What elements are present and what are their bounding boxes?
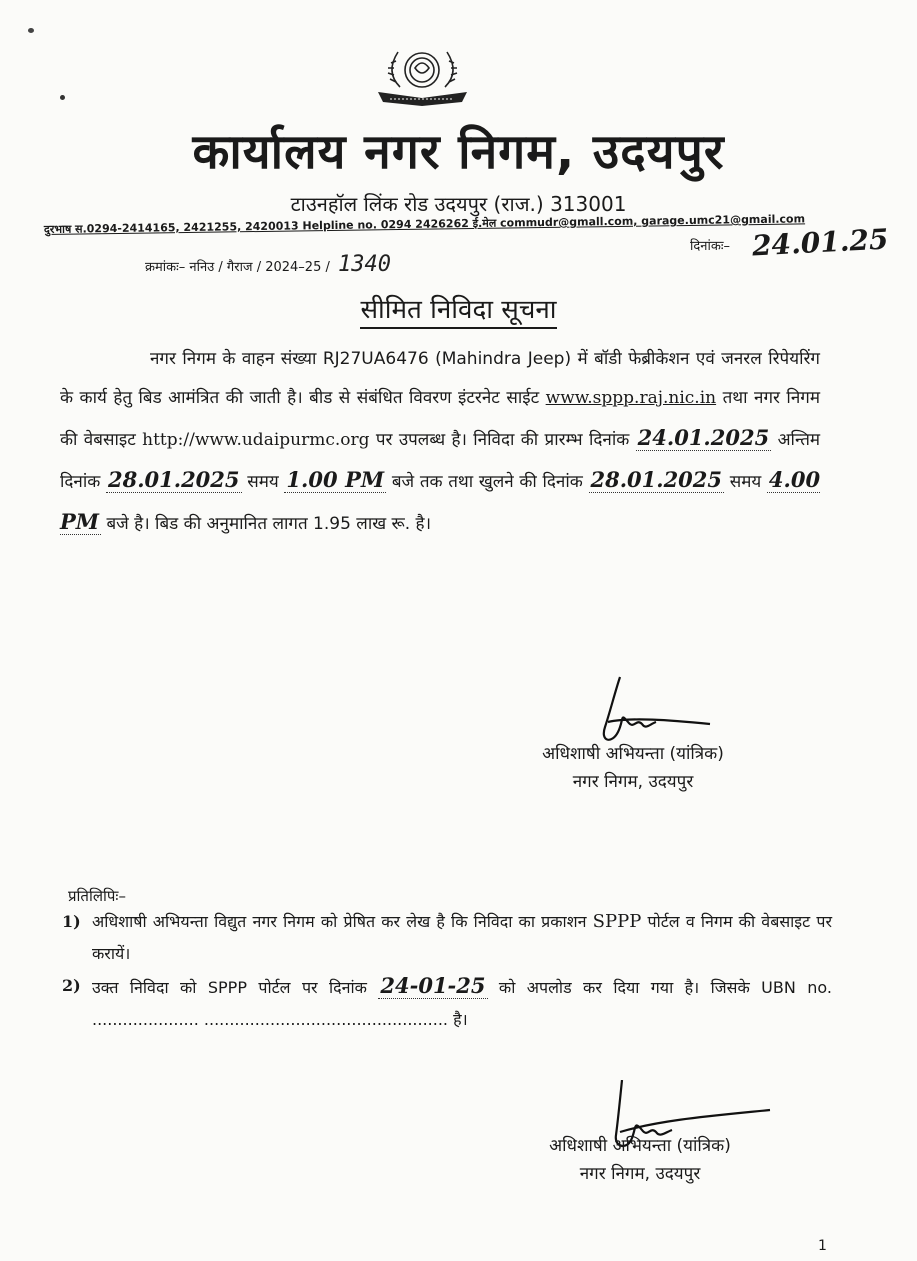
date-label: दिनांकः– [690, 239, 730, 254]
list-item-text: को अपलोड कर दिया गया है। जिसके UBN no. ..................... ................................................ है। [92, 978, 832, 1029]
udaipurmc-link[interactable]: http://www.udaipurmc.org [142, 430, 370, 450]
signatory-office: नगर निगम, उदयपुर [579, 1164, 701, 1184]
office-address: टाउनहॉल लिंक रोड उदयपुर (राज.) 313001 [290, 192, 627, 216]
body-text-8: बजे है। बिड की अनुमानित लागत 1.95 लाख रू. है। [106, 514, 432, 534]
open-date-handwritten: 28.01.2025 [590, 467, 723, 492]
list-item [62, 906, 832, 970]
reference-number [145, 252, 391, 277]
list-item-text: उक्त निविदा को SPPP पोर्टल पर दिनांक [92, 978, 367, 997]
last-date-handwritten: 28.01.2025 [108, 467, 240, 492]
list-item [62, 970, 832, 1036]
body-text-2: तथा नगर निगम की वेबसाइट [60, 388, 821, 450]
list-item-number: 1) [62, 912, 81, 931]
notice-title-text: सीमित निविदा सूचना [360, 295, 556, 329]
body-text-6: बजे तक तथा खुलने की दिनांक [391, 472, 583, 492]
last-time-handwritten: 1.00 PM [286, 467, 385, 492]
list-item-number: 2) [62, 976, 81, 995]
upload-date-handwritten: 24-01-25 [380, 973, 486, 998]
contact-line: दुरभाष स.0294-2414165, 2421255, 2420013 Helpline no. 0294 2426262 ई.मेल commudr@gmall.com, garage.umc21@gmail.com [43, 212, 806, 236]
body-text-4: अन्तिम दिनांक [60, 430, 821, 492]
signatory-designation [508, 740, 758, 796]
scan-speck [28, 28, 34, 33]
open-time-handwritten: 4.00 PM [60, 467, 821, 534]
signatory-office: नगर निगम, उदयपुर [572, 772, 694, 792]
body-text-5: समय [247, 472, 279, 492]
body-text-7: समय [729, 472, 762, 492]
reference-number-handwritten: 1340 [338, 252, 391, 277]
reference-label: क्रमांकः– ननिउ / गैराज / 2024–25 / [145, 260, 330, 275]
list-item-sppp: SPPP [592, 911, 642, 932]
page-number: 1 [818, 1238, 827, 1254]
copy-list [62, 906, 832, 1036]
body-text-1: नगर निगम के वाहन संख्या RJ27UA6476 (Mahindra Jeep) में बॉडी फेब्रीकेशन एवं जनरल रिपेयरिंग के कार्य हेतु बिड आमंत्रित की जाती है। बीड से संबंधित विवरण इंटरनेट साईट [60, 349, 820, 408]
start-date-handwritten: 24.01.2025 [637, 425, 770, 450]
signatory-title: अधिशाषी अभियन्ता (यांत्रिक) [542, 744, 724, 764]
signatory-title: अधिशाषी अभियन्ता (यांत्रिक) [549, 1136, 731, 1156]
municipal-emblem-icon [370, 42, 475, 112]
date-handwritten: 24.01.25 [751, 222, 890, 263]
signatory-designation [510, 1132, 770, 1188]
notice-title [0, 290, 917, 326]
notice-body [60, 340, 820, 544]
list-item-text: अधिशाषी अभियन्ता विद्युत नगर निगम को प्रेषित कर लेख है कि निविदा का प्रकाशन [92, 912, 587, 931]
sppp-link[interactable]: www.sppp.raj.nic.in [545, 388, 717, 408]
body-text-3: पर उपलब्ध है। निविदा की प्रारम्भ दिनांक [375, 430, 630, 450]
copy-heading: प्रतिलिपिः– [68, 887, 126, 905]
office-title: कार्यालय नगर निगम, उदयपुर [192, 124, 725, 180]
list-item-text: पोर्टल व निगम की वेबसाइट पर करायें। [92, 912, 833, 963]
scan-speck [60, 95, 65, 100]
